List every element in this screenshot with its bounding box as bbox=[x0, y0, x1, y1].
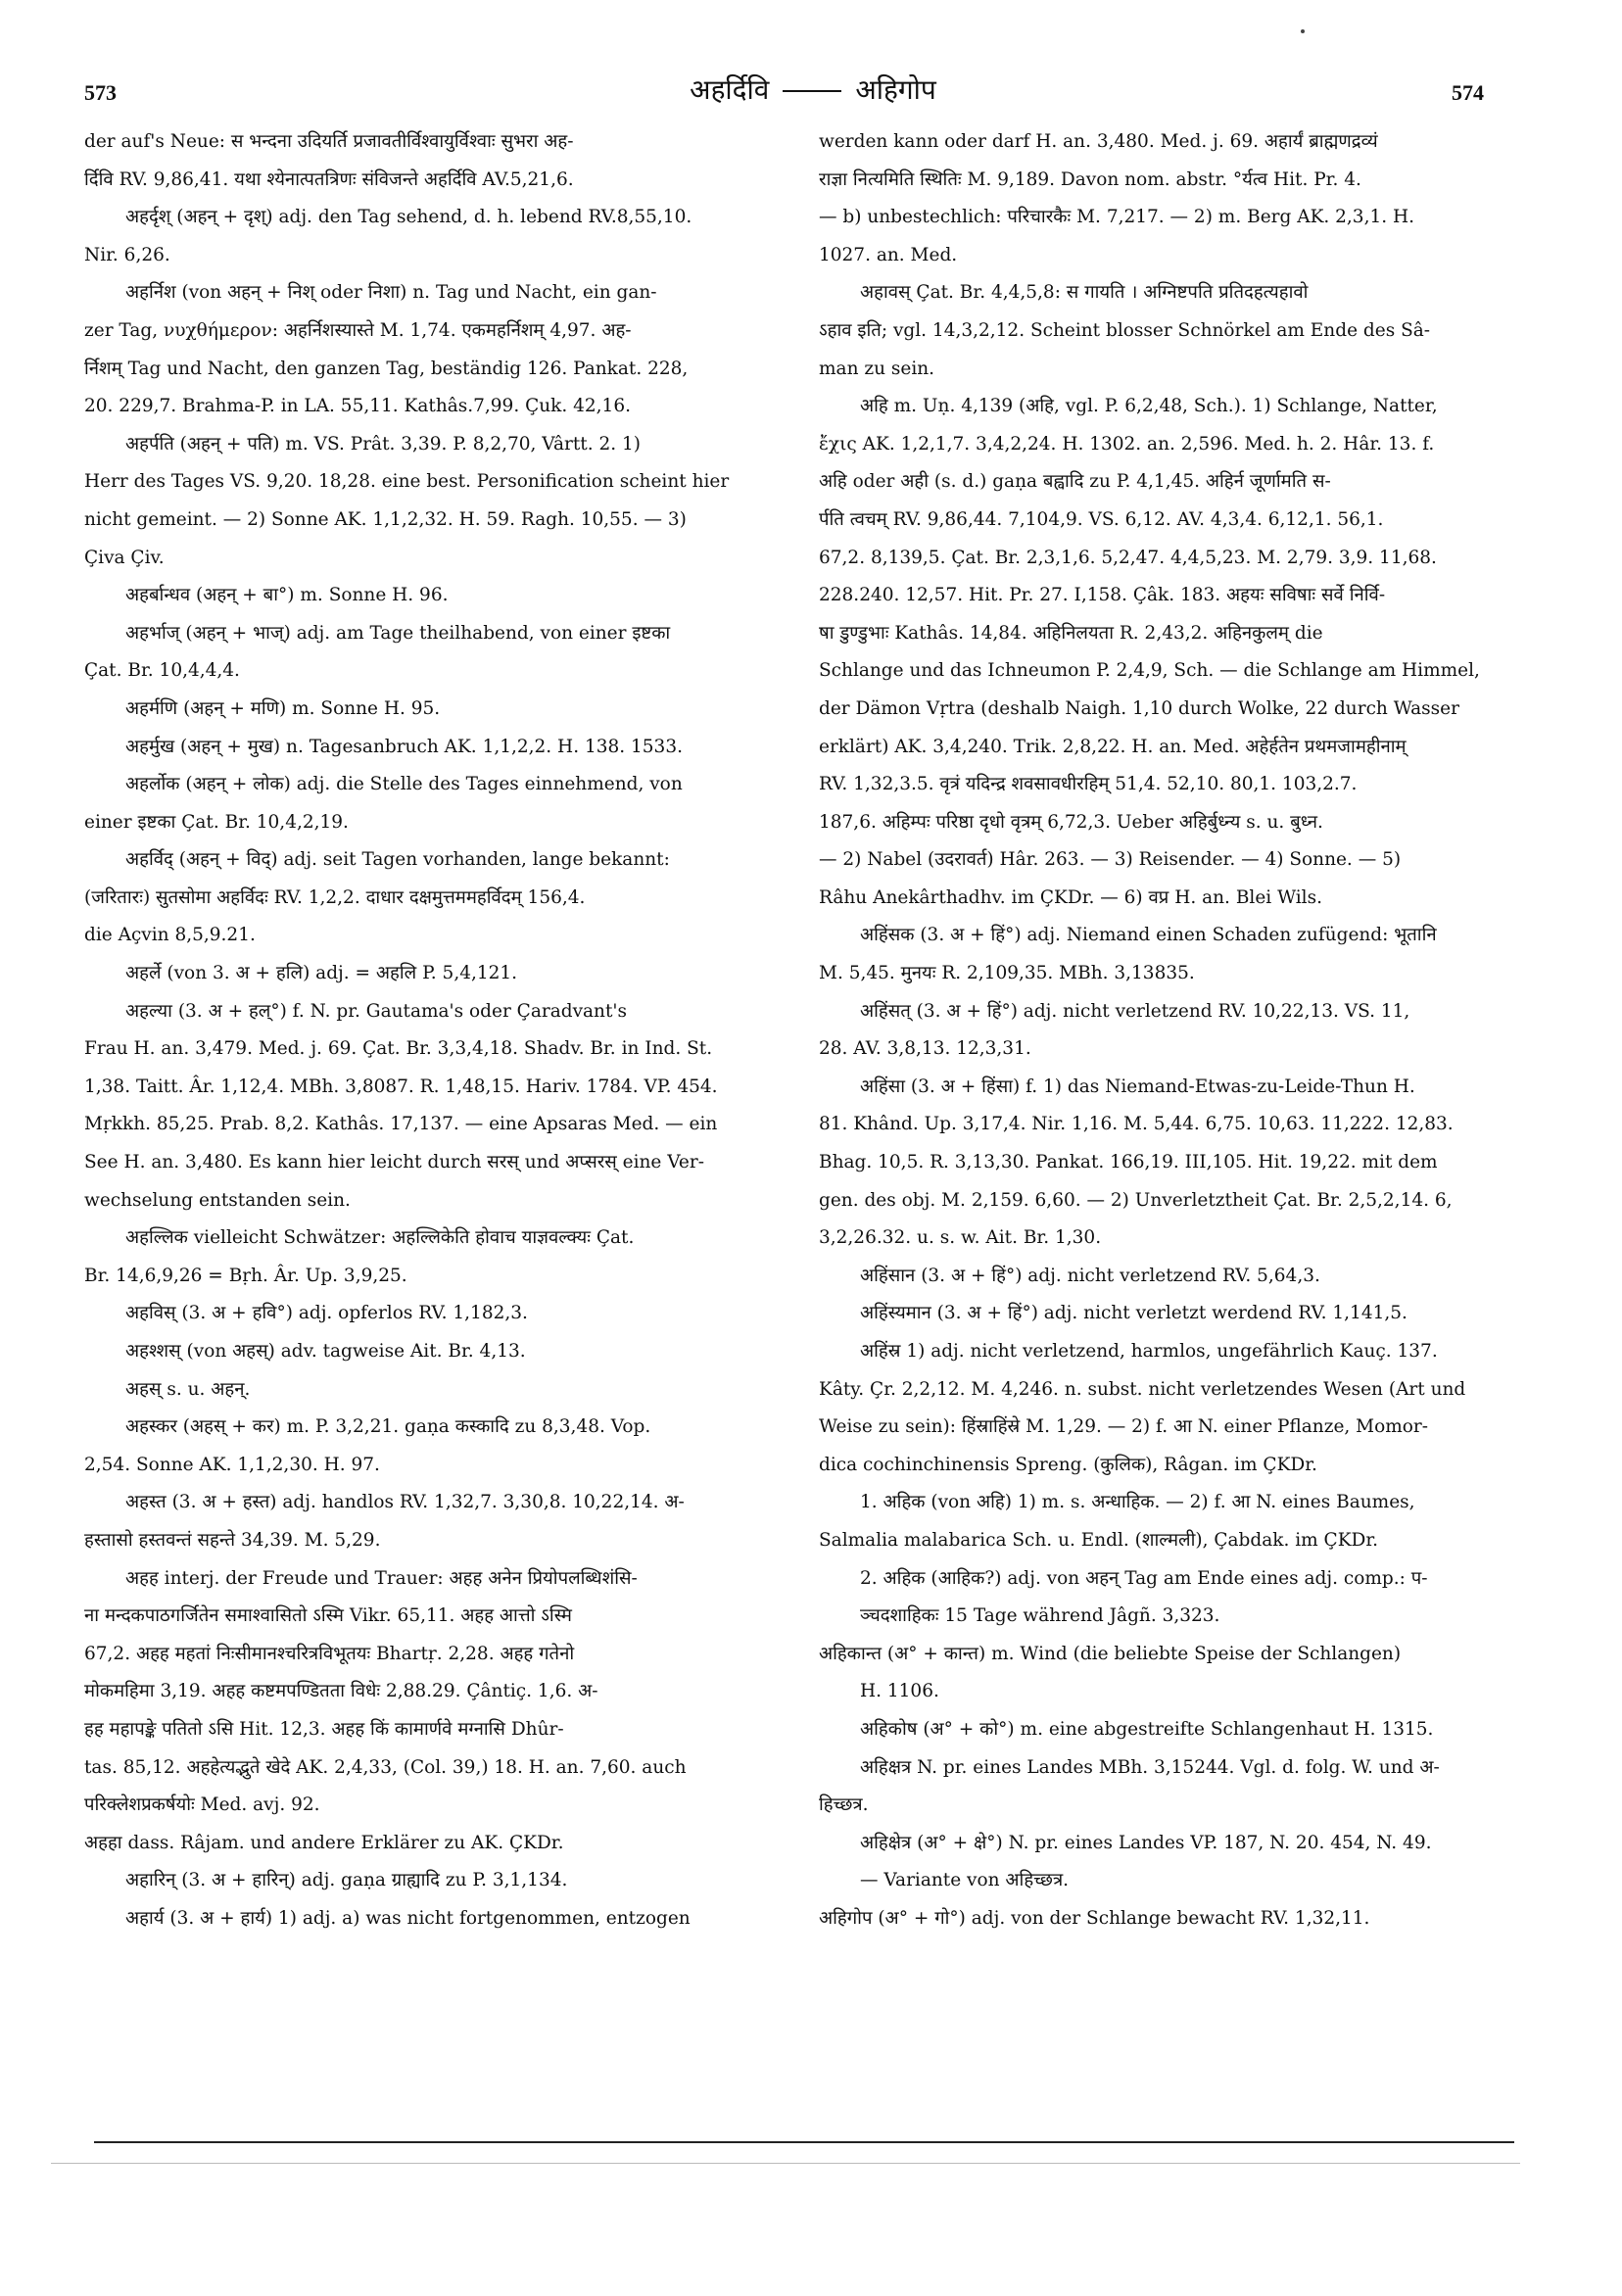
text-line: Bhag. 10,5. R. 3,13,30. Pankat. 166,19. III,105. Hit. 19,22. mit dem bbox=[819, 1152, 1438, 1173]
text-line: 81. Khând. Up. 3,17,4. Nir. 1,16. M. 5,44. 6,75. 10,63. 11,222. 12,83. bbox=[819, 1114, 1454, 1135]
text-line: Çat. Br. 10,4,4,4. bbox=[84, 660, 240, 682]
text-line: Frau H. an. 3,479. Med. j. 69. Çat. Br. 3,3,4,18. Shadv. Br. in Ind. St. bbox=[84, 1038, 713, 1060]
text-line: अहस्त (3. अ + हस्त) adj. handlos RV. 1,32,7. 3,30,8. 10,22,14. अ- bbox=[125, 1492, 685, 1513]
text-line: अहिंस्यमान (3. अ + हिं°) adj. nicht verletzt werdend RV. 1,141,5. bbox=[860, 1303, 1407, 1324]
text-line: werden kann oder darf H. an. 3,480. Med. j. 69. अहार्यं ब्राह्मणद्रव्यं bbox=[819, 131, 1378, 152]
text-line: अहह interj. der Freude und Trauer: अहह अनेन प्रियोपलब्धिशंसि- bbox=[125, 1567, 638, 1589]
text-line: RV. 1,32,3.5. वृत्रं यदिन्द्र शवसावधीरहिम् 51,4. 52,10. 80,1. 103,2.7. bbox=[819, 774, 1358, 795]
text-line: अहिकोष (अ° + को°) m. eine abgestreifte Schlangenhaut H. 1315. bbox=[860, 1718, 1434, 1740]
head-word-left: अहर्दिवि bbox=[690, 73, 770, 106]
text-line: अहर्विद् (अहन् + विद्) adj. seit Tagen vorhanden, lange bekannt: bbox=[125, 849, 670, 871]
text-line: 1,38. Taitt. Âr. 1,12,4. MBh. 3,8087. R. 1,48,15. Hariv. 1784. VP. 454. bbox=[84, 1076, 718, 1097]
text-line: Nir. 6,26. bbox=[84, 244, 170, 265]
text-line: हिच्छत्र. bbox=[819, 1794, 869, 1816]
text-line: अहर्ले (von 3. अ + हलि) adj. = अहलि P. 5,4,121. bbox=[125, 963, 518, 984]
text-line: अहस् s. u. अहन्. bbox=[125, 1378, 251, 1400]
text-line: अहिकान्त (अ° + कान्त) m. Wind (die beliebte Speise der Schlangen) bbox=[819, 1643, 1402, 1664]
text-line: अहर्भाज् (अहन् + भाज्) adj. am Tage theilhabend, von einer इष्टका bbox=[125, 622, 671, 644]
text-line: 2,54. Sonne AK. 1,1,2,30. H. 97. bbox=[84, 1454, 380, 1475]
text-line: M. 5,45. मुनयः R. 2,109,35. MBh. 3,13835. bbox=[819, 963, 1195, 984]
text-line: अहावस् Çat. Br. 4,4,5,8: स गायति । अग्निष्टपति प्रतिदहत्यहावो bbox=[860, 282, 1309, 304]
text-line: einer इष्टका Çat. Br. 10,4,2,19. bbox=[84, 811, 349, 833]
text-line: 1. अहिक (von अहि) 1) m. s. अन्धाहिक. — 2) f. आ N. eines Baumes, bbox=[860, 1492, 1415, 1513]
text-line: Mṛkkh. 85,25. Prab. 8,2. Kathâs. 17,137. — eine Apsaras Med. — ein bbox=[84, 1114, 718, 1135]
text-line: 67,2. अहह महतां निःसीमानश्चरित्रविभूतयः Bhartṛ. 2,28. अहह गतेनो bbox=[84, 1643, 575, 1664]
text-line: Weise zu sein): हिंस्राहिंस्रे M. 1,29. — 2) f. आ N. einer Pflanze, Momor- bbox=[819, 1416, 1429, 1438]
text-line: nicht gemeint. — 2) Sonne AK. 1,1,2,32. H. 59. Ragh. 10,55. — 3) bbox=[84, 508, 687, 530]
text-line: मोकमहिमा 3,19. अहह कष्टमपण्डितता विधेः 2,88.29. Çântiç. 1,6. अ- bbox=[84, 1681, 598, 1702]
text-line: H. 1106. bbox=[860, 1681, 939, 1702]
text-line: अहर्लोक (अहन् + लोक) adj. die Stelle des Tages einnehmend, von bbox=[125, 774, 683, 795]
text-line: षा डुण्डुभाः Kathâs. 14,84. अहिनिलयता R. 2,43,2. अहिनकुलम् die bbox=[819, 622, 1323, 644]
text-line: अहि m. Uṇ. 4,139 (अहि, vgl. P. 6,2,48, Sch.). 1) Schlange, Natter, bbox=[860, 396, 1438, 417]
text-line: हस्तासो हस्तवन्तं सहन्ते 34,39. M. 5,29. bbox=[84, 1529, 381, 1551]
text-line: die Açvin 8,5,9.21. bbox=[84, 925, 256, 946]
text-line: 67,2. 8,139,5. Çat. Br. 2,3,1,6. 5,2,47. 4,4,5,23. M. 2,79. 3,9. 11,68. bbox=[819, 547, 1437, 568]
text-line: zer Tag, νυχθήμερον: अहर्निशस्यास्ते M. 1,74. एकमहर्निशम् 4,97. अह- bbox=[84, 319, 632, 341]
text-line: अहिंसक (3. अ + हिं°) adj. Niemand einen Schaden zufügend: भूतानि bbox=[860, 925, 1437, 946]
head-word-right: अहिगोप bbox=[855, 73, 936, 106]
text-line: ऽहाव इति; vgl. 14,3,2,12. Scheint blosser Schnörkel am Ende des Sâ- bbox=[819, 319, 1431, 341]
text-line: अहिंसत् (3. अ + हिं°) adj. nicht verletzend RV. 10,22,13. VS. 11, bbox=[860, 1000, 1410, 1022]
text-line: wechselung entstanden sein. bbox=[84, 1189, 351, 1211]
text-line: अहिगोप (अ° + गो°) adj. von der Schlange bewacht RV. 1,32,11. bbox=[819, 1907, 1370, 1929]
text-line: ἔχις AK. 1,2,1,7. 3,4,2,24. H. 1302. an. 2,596. Med. h. 2. Hâr. 13. f. bbox=[819, 433, 1435, 454]
text-line: अहहा dass. Râjam. und andere Erklärer zu AK. ÇKDr. bbox=[84, 1832, 564, 1853]
text-line: अहिंसा (3. अ + हिंसा) f. 1) das Niemand-Etwas-zu-Leide-Thun H. bbox=[860, 1076, 1415, 1097]
text-line: See H. an. 3,480. Es kann hier leicht durch सरस् und अप्सरस् eine Ver- bbox=[84, 1152, 704, 1173]
text-line: Br. 14,6,9,26 = Bṛh. Âr. Up. 3,9,25. bbox=[84, 1265, 407, 1286]
text-line: अहर्बान्धव (अहन् + बा°) m. Sonne H. 96. bbox=[125, 585, 449, 606]
text-line: अहर्मणि (अहन् + मणि) m. Sonne H. 95. bbox=[125, 697, 441, 719]
text-line: अहर्पति (अहन् + पति) m. VS. Prât. 3,39. P. 8,2,70, Vârtt. 2. 1) bbox=[125, 433, 641, 454]
text-line: ना मन्दकपाठगर्जितेन समाश्वासितो ऽस्मि Vikr. 65,11. अहह आत्तो ऽस्मि bbox=[84, 1605, 572, 1627]
text-line: dica cochinchinensis Spreng. (कुलिक), Râgan. im ÇKDr. bbox=[819, 1454, 1317, 1475]
text-line: Çiva Çiv. bbox=[84, 547, 165, 568]
text-line: 187,6. अहिम्पः परिष्ठा दृधो वृत्रम् 6,72,3. Ueber अहिर्बुध्न्य s. u. बुध्न. bbox=[819, 811, 1323, 833]
text-line: अहल्या (3. अ + हल्°) f. N. pr. Gautama's oder Çaradvant's bbox=[125, 1000, 627, 1022]
text-line: अहर्दृश् (अहन् + दृश्) adj. den Tag sehend, d. h. lebend RV.8,55,10. bbox=[125, 207, 692, 228]
text-line: अहल्लिक vielleicht Schwätzer: अहल्लिकेति होवाच याज्ञवल्क्यः Çat. bbox=[125, 1227, 635, 1249]
text-line: अहारिन् (3. अ + हारिन्) adj. gaṇa ग्राह्यादि zu P. 3,1,134. bbox=[125, 1870, 568, 1891]
page-number-left: 573 bbox=[84, 80, 117, 105]
text-line: Kâty. Çr. 2,2,12. M. 4,246. n. subst. nicht verletzendes Wesen (Art und bbox=[819, 1378, 1466, 1400]
text-line: र्पति त्वचम् RV. 9,86,44. 7,104,9. VS. 6,12. AV. 4,3,4. 6,12,1. 56,1. bbox=[819, 508, 1384, 530]
text-line: परिक्लेशप्रकर्षयोः Med. avj. 92. bbox=[84, 1794, 320, 1816]
scan-speck bbox=[1301, 29, 1305, 33]
text-line: (जरितारः) सुतसोमा अहर्विदः RV. 1,2,2. दाधार दक्षमुत्तममहर्विदम् 156,4. bbox=[84, 886, 586, 908]
text-line: र्दिवि RV. 9,86,41. यथा श्येनात्पतत्रिणः संविजन्ते अहर्दिवि AV.5,21,6. bbox=[84, 168, 574, 190]
text-line: अहिंसान (3. अ + हिं°) adj. nicht verletzend RV. 5,64,3. bbox=[860, 1265, 1320, 1286]
left-column bbox=[84, 123, 809, 1938]
text-line: हह महापङ्के पतितो ऽसि Hit. 12,3. अहह किं कामार्णवे मग्नासि Dhûr- bbox=[84, 1718, 564, 1740]
text-line: राज्ञा नित्यमिति स्थितिः M. 9,189. Davon nom. abstr. °र्यत्व Hit. Pr. 4. bbox=[819, 168, 1361, 190]
text-line: अहविस् (3. अ + हवि°) adj. opferlos RV. 1,182,3. bbox=[125, 1303, 528, 1324]
text-line: 228.240. 12,57. Hit. Pr. 27. I,158. Çâk. 183. अहयः सविषाः सर्वे निर्वि- bbox=[819, 585, 1386, 606]
text-line: अहिक्षेत्र (अ° + क्षे°) N. pr. eines Landes VP. 187, N. 20. 454, N. 49. bbox=[860, 1832, 1432, 1853]
scan-edge-line bbox=[51, 2163, 1520, 2164]
head-dash bbox=[783, 90, 841, 92]
text-line: Salmalia malabarica Sch. u. Endl. (शाल्मली), Çabdak. im ÇKDr. bbox=[819, 1529, 1379, 1551]
text-line: Herr des Tages VS. 9,20. 18,28. eine best. Personification scheint hier bbox=[84, 471, 730, 493]
text-line: Schlange und das Ichneumon P. 2,4,9, Sch. — die Schlange am Himmel, bbox=[819, 660, 1480, 682]
text-line: 2. अहिक (आहिक?) adj. von अहन् Tag am Ende eines adj. comp.: प- bbox=[860, 1567, 1428, 1589]
text-line: अहार्य (3. अ + हार्य) 1) adj. a) was nicht fortgenommen, entzogen bbox=[125, 1907, 691, 1929]
text-line: 1027. an. Med. bbox=[819, 244, 958, 265]
text-line: अहिंस्र 1) adj. nicht verletzend, harmlos, ungefährlich Kauç. 137. bbox=[860, 1341, 1438, 1362]
right-column bbox=[819, 123, 1504, 1938]
text-line: erklärt) AK. 3,4,240. Trik. 2,8,22. H. an. Med. अहेर्हतेन प्रथमजामहीनाम् bbox=[819, 736, 1407, 757]
text-line: tas. 85,12. अहहेत्यद्भुते खेदे AK. 2,4,33, (Col. 39,) 18. H. an. 7,60. auch bbox=[84, 1756, 687, 1778]
text-line: अहश्शस् (von अहस्) adv. tagweise Ait. Br. 4,13. bbox=[125, 1341, 526, 1362]
bottom-rule bbox=[94, 2141, 1514, 2143]
page-number-right: 574 bbox=[1452, 80, 1484, 105]
text-line: 28. AV. 3,8,13. 12,3,31. bbox=[819, 1038, 1031, 1060]
text-line: der Dämon Vṛtra (deshalb Naigh. 1,10 durch Wolke, 22 durch Wasser bbox=[819, 697, 1459, 719]
text-line: 20. 229,7. Brahma-P. in LA. 55,11. Kathâs.7,99. Çuk. 42,16. bbox=[84, 396, 631, 417]
text-line: — b) unbestechlich: परिचारकैः M. 7,217. — 2) m. Berg AK. 2,3,1. H. bbox=[819, 207, 1414, 228]
text-line: अहस्कर (अहस् + कर) m. P. 3,2,21. gaṇa कस्कादि zu 8,3,48. Vop. bbox=[125, 1416, 651, 1438]
text-line: gen. des obj. M. 2,159. 6,60. — 2) Unverletztheit Çat. Br. 2,5,2,14. 6, bbox=[819, 1189, 1453, 1211]
text-line: अहि oder अही (s. d.) gaṇa बह्वादि zu P. 4,1,45. अहिर्न जूर्णामति स- bbox=[819, 471, 1331, 493]
text-line: man zu sein. bbox=[819, 358, 935, 379]
text-line: अहर्निश (von अहन् + निश् oder निशा) n. Tag und Nacht, ein gan- bbox=[125, 282, 657, 304]
text-line: Râhu Anekârthadhv. im ÇKDr. — 6) वप्र H. an. Blei Wils. bbox=[819, 886, 1322, 908]
text-line: — Variante von अहिच्छत्र. bbox=[860, 1870, 1070, 1891]
text-line: अहिक्षत्र N. pr. eines Landes MBh. 3,15244. Vgl. d. folg. W. und अ- bbox=[860, 1756, 1440, 1778]
text-line: र्निशम् Tag und Nacht, den ganzen Tag, beständig 126. Pankat. 228, bbox=[84, 358, 689, 379]
text-line: — 2) Nabel (उदरावर्त) Hâr. 263. — 3) Reisender. — 4) Sonne. — 5) bbox=[819, 849, 1402, 871]
text-line: ञ्चदशाहिकः 15 Tage während Jâgñ. 3,323. bbox=[860, 1605, 1220, 1627]
text-line: 3,2,26.32. u. s. w. Ait. Br. 1,30. bbox=[819, 1227, 1102, 1249]
running-head bbox=[607, 71, 1019, 108]
text-line: der auf's Neue: स भन्दना उदियर्ति प्रजावतीर्विश्वायुर्विश्वाः सुभरा अह- bbox=[84, 131, 574, 152]
text-line: अहर्मुख (अहन् + मुख) n. Tagesanbruch AK. 1,1,2,2. H. 138. 1533. bbox=[125, 736, 683, 757]
